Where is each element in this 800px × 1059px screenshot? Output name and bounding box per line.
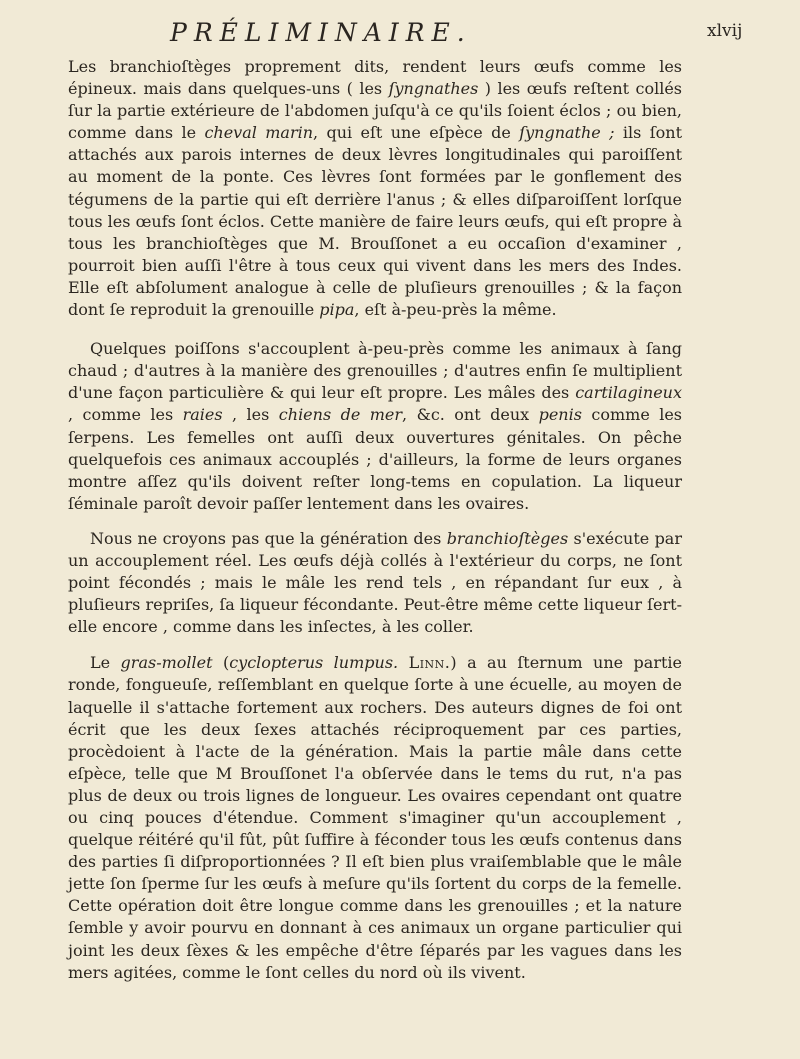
text-run: ils ſont attachés aux parois internes de deux lèvres longitudinales qui paroiſſent au moment de la ponte. Ces lèvres ſont formées par le gonflement des tégumens de la partie qui eſt derrière l'anus ; & elles diſparoiſſent lorſque tous les œufs ſont éclos. Cette manière de faire leurs œufs, qui eſt propre à tous les branchioſtèges que M. Brouſſonet a eu occaſion d'examiner , pourroit bien auſſi l'être à tous ceux qui vivent dans les mers des Indes. Elle eſt abſolument analogue à celle de pluſieurs grenouilles ; & la façon dont ſe reproduit la grenouille: [68, 123, 683, 320]
author-abbrev: Linn.: [408, 653, 451, 673]
running-title: PRÉLIMINAIRE.: [170, 18, 472, 47]
page-number: xlvij: [707, 21, 743, 41]
text-run: s'exécute par un accouplement réel. Les œufs déjà collés à l'extérieur du corps, ne ſont point fécondés ; mais le mâle les rend tels , en répandant ſur eux , à pluſieurs repriſes, ſa liqueur fécondante. Peut-être même cette liqueur ſert-elle encore , comme dans les inſectes, à les coller.: [68, 528, 682, 637]
italic-term: cartilagineux: [575, 383, 682, 403]
text-run: , qui eſt une eſpèce de: [313, 123, 520, 143]
italic-term: chiens de mer: [278, 405, 403, 425]
italic-term: pipa: [319, 300, 355, 320]
italic-term: ſyngnathes: [388, 79, 479, 99]
italic-term: ſyngnathe ;: [519, 123, 615, 143]
italic-term: cyclopterus lumpus.: [229, 653, 399, 673]
paragraph-2: [68, 338, 682, 515]
text-run: comme les ſerpens. Les femelles ont auſſi deux ouvertures génitales. On pêche quelquefois ces animaux accouplés ; d'ailleurs, la forme de leurs organes montre aſſez qu'ils doivent reſter long-tems en copulation. La liqueur ſéminale paroît devoir paſſer lentement dans les ovaires.: [68, 405, 683, 513]
italic-term: gras-mollet: [120, 653, 213, 673]
text-run: Les branchioſtèges proprement dits, rendent leurs œufs comme les épineux. mais dans quelques-uns ( les: [68, 57, 682, 99]
text-run: Quelques poiſſons s'accouplent à-peu-près comme les animaux à ſang chaud ; d'autres à la manière des grenouilles ; d'autres enfin ſe multiplient d'une façon particulière & qui leur eſt propre. Les mâles des: [68, 339, 682, 403]
text-run: , comme les: [68, 405, 183, 425]
text-run: , les: [222, 405, 279, 425]
text-run: , &c. ont deux: [402, 405, 539, 425]
text-run: (: [212, 653, 230, 673]
paragraph-1: [68, 56, 682, 321]
text-run: ) les œufs reſtent collés ſur la partie extérieure de l'abdomen juſqu'à ce qu'ils ſoient éclos ; ou bien, comme dans le: [68, 79, 683, 143]
text-run: [398, 653, 408, 672]
italic-term: cheval marin: [204, 123, 314, 143]
italic-term: raies: [182, 405, 223, 425]
page-header: [0, 14, 800, 50]
text-body: [68, 56, 682, 984]
italic-term: branchioſtèges: [446, 528, 569, 548]
text-run: Le: [90, 653, 121, 673]
paragraph-3: [68, 528, 682, 638]
text-run: , eſt à-peu-près la même.: [354, 300, 557, 320]
text-run: Nous ne croyons pas que la génération des: [90, 528, 447, 548]
text-run: ) a au ſternum une partie ronde, fongueuſe, reſſemblant en quelque ſorte à une écuelle, au moyen de laquelle il s'attache fortement aux rochers. Des auteurs dignes de foi ont écrit que les deux ſexes attachés réciproquement par ces parties, procèdoient à l'acte de la génération. Mais la partie mâle dans cette eſpèce, telle que M Brouſſonet l'a obſervée dans le tems du rut, n'a pas plus de deux ou trois lignes de longueur. Les ovaires cependant ont quatre ou cinq pouces d'étendue. Comment s'imaginer qu'un accouplement , quelque réitéré qu'il fût, pût ſuffire à féconder tous les œufs contenus dans des parties ſi diſproportionnées ? Il eſt bien plus vraiſemblable que le mâle jette ſon ſperme ſur les œufs à meſure qu'ils ſortent du corps de la femelle. Cette opération doit être longue comme dans les grenouilles ; et la nature ſemble y avoir pourvu en donnant à ces animaux un organe particulier qui joint les deux ſèxes & les empêche d'être ſéparés par les vagues dans les mers agitées, comme le ſont celles du nord où ils vivent.: [68, 653, 683, 982]
paragraph-4: [68, 652, 682, 983]
italic-term: penis: [538, 405, 582, 425]
